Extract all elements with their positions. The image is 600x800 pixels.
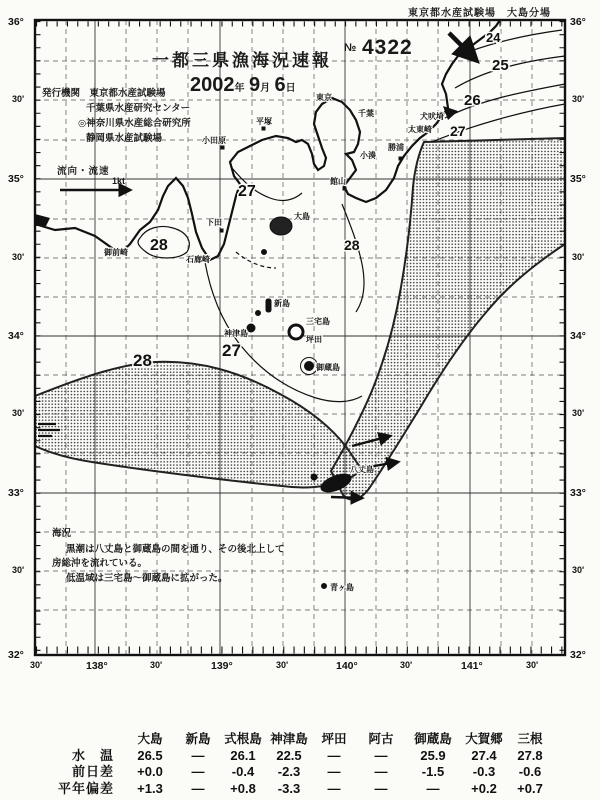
- place-label: 青ヶ島: [330, 583, 354, 592]
- table-cell: 22.5: [276, 747, 302, 763]
- station-temperature-table: [28, 731, 568, 797]
- place-label: 勝浦: [388, 143, 404, 152]
- table-cell: —: [191, 747, 205, 763]
- report-title: 一都三県漁海況速報: [152, 51, 332, 70]
- table-cell: —: [374, 764, 388, 779]
- table-cell: —: [191, 780, 205, 796]
- axis-label: 30': [150, 660, 163, 670]
- publisher-line: 静岡県水産試験場: [86, 133, 163, 144]
- axis-label: 30': [572, 565, 585, 575]
- table-cell: —: [327, 764, 341, 779]
- publisher-line: ◎神奈川県水産総合研究所: [78, 118, 191, 129]
- report-number: 4322: [362, 36, 413, 59]
- table-header-row: [28, 731, 568, 748]
- note-line: 低温域は三宅島〜御蔵島に拡がった。: [66, 572, 228, 584]
- date-month-unit: 月: [260, 83, 271, 94]
- table-cell: —: [426, 780, 440, 796]
- place-label: 坪田: [306, 335, 322, 344]
- table-row: [28, 748, 568, 765]
- place-label: 小田原: [202, 136, 226, 145]
- place-label: 八丈島: [350, 465, 374, 474]
- place-label: 下田: [206, 218, 222, 227]
- issuing-office-header: 東京都水産試験場 大島分場: [408, 8, 551, 19]
- place-label: 小湊: [360, 151, 376, 160]
- table-cell: —: [191, 764, 205, 779]
- note-line: 房総沖を流れている。: [52, 558, 148, 569]
- table-cell: -0.3: [472, 764, 496, 779]
- col-header: 御蔵島: [414, 732, 452, 746]
- axis-label: 141°: [461, 660, 483, 672]
- place-label: 御蔵島: [316, 363, 340, 372]
- row-header: 水 温: [71, 747, 114, 763]
- contour-label: 28: [150, 237, 168, 254]
- publisher-line: 千葉県水産研究センター: [86, 103, 191, 114]
- table-cell: -0.6: [518, 764, 542, 779]
- table-cell: -2.3: [277, 764, 301, 779]
- col-header: 神津島: [270, 732, 308, 746]
- row-header: 平年偏差: [57, 780, 114, 796]
- axis-label: 30': [526, 660, 539, 670]
- place-label: 神津島: [224, 329, 248, 338]
- axis-label: 30': [30, 660, 43, 670]
- place-label: 館山: [330, 177, 346, 186]
- place-label: 東京: [316, 93, 332, 102]
- publisher-block: [42, 86, 191, 146]
- contour-label: 25: [492, 57, 509, 74]
- axis-label: 36°: [8, 16, 24, 28]
- place-label: 大島: [294, 212, 310, 221]
- table-cell: —: [327, 747, 341, 763]
- date-day: 6: [274, 74, 286, 96]
- date-year-unit: 年: [234, 83, 245, 94]
- col-header: 阿古: [368, 732, 394, 746]
- table-cell: +0.7: [517, 780, 543, 796]
- table-row: [28, 781, 568, 798]
- table-cell: 25.9: [420, 747, 446, 763]
- contour-label: 27: [450, 123, 466, 139]
- date-year: 2002: [190, 74, 235, 96]
- contour-label: 26: [464, 92, 481, 109]
- current-legend-label: 流向・流速: [57, 166, 110, 177]
- table-cell: -0.4: [231, 764, 255, 779]
- contour-label: 28: [344, 237, 360, 253]
- table-cell: 26.5: [137, 747, 163, 763]
- axis-label: 30': [12, 565, 25, 575]
- place-label: 平塚: [256, 117, 272, 126]
- col-header: 大島: [137, 732, 163, 746]
- axis-label: 30': [12, 94, 25, 104]
- table-cell: —: [327, 780, 341, 796]
- axis-label: 30': [12, 252, 25, 262]
- axis-label: 33°: [570, 487, 586, 499]
- table-cell: +0.0: [137, 764, 163, 779]
- note-line: 黒潮は八丈島と御蔵島の間を通り、その後北上して: [66, 543, 285, 555]
- axis-label: 32°: [8, 649, 24, 661]
- place-label: 御前崎: [104, 248, 128, 257]
- col-header: 三根: [517, 732, 543, 746]
- col-header: 坪田: [321, 732, 347, 746]
- note-title: 海況: [52, 528, 72, 539]
- date-day-unit: 日: [285, 83, 296, 94]
- kuroshio-band: [35, 138, 565, 500]
- place-label: 千葉: [358, 109, 374, 118]
- axis-label: 33°: [8, 487, 24, 499]
- axis-label: 140°: [336, 660, 358, 672]
- axis-label: 35°: [8, 173, 24, 185]
- publisher-line: 発行機関 東京都水産試験場: [42, 88, 166, 99]
- place-label: 犬吠埼: [420, 112, 444, 121]
- axis-label: 35°: [570, 173, 586, 185]
- axis-label: 30': [400, 660, 413, 670]
- axis-label: 30': [572, 94, 585, 104]
- table-cell: -1.5: [421, 764, 445, 779]
- col-header: 大賀郷: [465, 732, 503, 746]
- report-date: [190, 74, 296, 97]
- table-cell: 27.4: [471, 747, 497, 763]
- contour-label: 24: [486, 30, 501, 45]
- table-cell: +1.3: [137, 780, 163, 796]
- row-header: 前日差: [71, 764, 114, 779]
- place-label: 石廊崎: [186, 255, 210, 264]
- contour-label: 27: [222, 341, 241, 360]
- axis-label: 34°: [570, 330, 586, 342]
- table-cell: -3.3: [277, 780, 301, 796]
- contour-label: 28: [133, 351, 152, 370]
- place-label: 新島: [274, 299, 290, 308]
- table-cell: +0.8: [230, 780, 256, 796]
- place-label: 太東崎: [408, 125, 432, 134]
- table-cell: +0.2: [471, 780, 497, 796]
- axis-label: 32°: [570, 649, 586, 661]
- axis-label: 30': [572, 408, 585, 418]
- table-cell: —: [374, 780, 388, 796]
- axis-label: 30': [12, 408, 25, 418]
- table-cell: 26.1: [230, 747, 256, 763]
- contour-label: 27: [238, 183, 256, 200]
- table-cell: —: [374, 747, 388, 763]
- sea-condition-note: [52, 527, 332, 586]
- table-row: [28, 764, 568, 781]
- axis-label: 30': [276, 660, 289, 670]
- axis-label: 30': [572, 252, 585, 262]
- place-label: 三宅島: [306, 317, 330, 326]
- col-header: 式根島: [224, 732, 262, 746]
- table-cell: 27.8: [517, 747, 543, 763]
- report-no-prefix: №: [344, 42, 357, 54]
- axis-label: 138°: [86, 660, 108, 672]
- col-header: 新島: [185, 732, 211, 746]
- axis-label: 36°: [570, 16, 586, 28]
- date-month: 9: [248, 74, 261, 96]
- axis-label: 34°: [8, 330, 24, 342]
- axis-label: 139°: [211, 660, 233, 672]
- current-legend-speed: 1kt: [112, 176, 126, 186]
